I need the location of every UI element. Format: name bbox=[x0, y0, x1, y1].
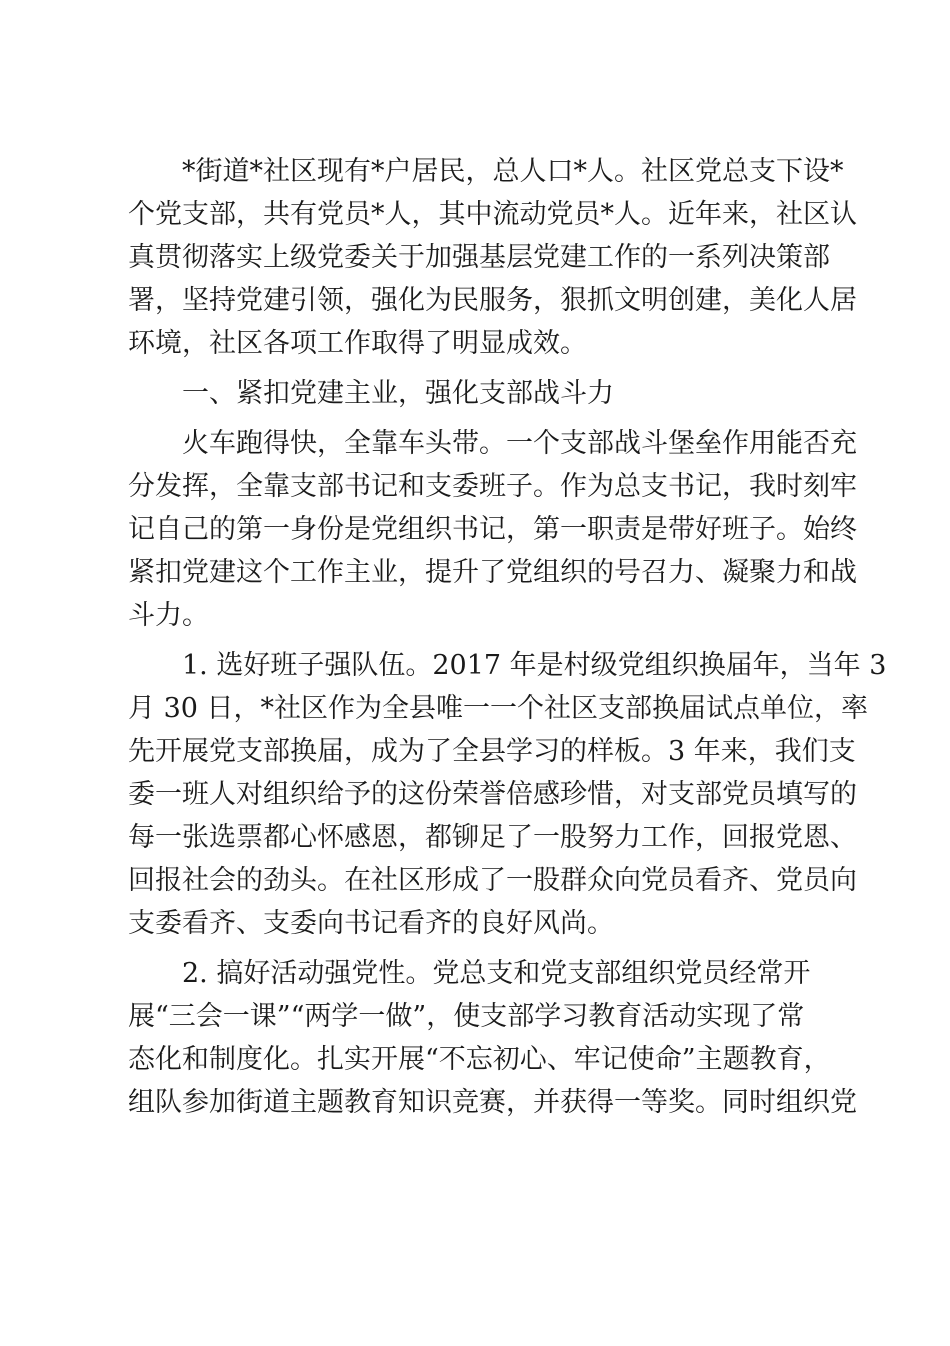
paragraph-line: 支委看齐、支委向书记看齐的良好风尚。 bbox=[128, 908, 614, 939]
paragraph-line: 委一班人对组织给予的这份荣誉倍感珍惜，对支部党员填写的 bbox=[128, 779, 857, 810]
paragraph-gap bbox=[128, 415, 822, 422]
paragraph-line: 每一张选票都心怀感恩，都铆足了一股努力工作，回报党恩、 bbox=[128, 822, 857, 853]
paragraph-line: 分发挥，全靠支部书记和支委班子。作为总支书记，我时刻牢 bbox=[128, 471, 857, 502]
paragraph-line: 2. 搞好活动强党性。党总支和党支部组织党员经常开 bbox=[182, 958, 811, 989]
paragraph-line: 真贯彻落实上级党委关于加强基层党建工作的一系列决策部 bbox=[128, 242, 830, 273]
paragraph-line: *街道*社区现有*户居民，总人口*人。社区党总支下设* bbox=[182, 156, 844, 187]
paragraph-line: 组队参加街道主题教育知识竞赛，并获得一等奖。同时组织党 bbox=[128, 1087, 857, 1118]
paragraph-line: 署，坚持党建引领，强化为民服务，狠抓文明创建，美化人居 bbox=[128, 285, 857, 316]
paragraph-gap bbox=[128, 365, 822, 372]
paragraph-line: 展“三会一课”“两学一做”，使支部学习教育活动实现了常 bbox=[128, 1001, 805, 1032]
paragraph-line: 火车跑得快，全靠车头带。一个支部战斗堡垒作用能否充 bbox=[182, 428, 857, 459]
paragraph-gap bbox=[128, 637, 822, 644]
document-body bbox=[128, 150, 887, 1124]
paragraph-line: 环境，社区各项工作取得了明显成效。 bbox=[128, 328, 587, 359]
paragraph-line: 先开展党支部换届，成为了全县学习的样板。3 年来，我们支 bbox=[128, 736, 856, 767]
paragraph-gap bbox=[128, 945, 822, 952]
section-heading: 一、紧扣党建主业，强化支部战斗力 bbox=[182, 378, 614, 409]
paragraph-line: 月 30 日，*社区作为全县唯一一个社区支部换届试点单位，率 bbox=[128, 693, 869, 724]
paragraph-line: 紧扣党建这个工作主业，提升了党组织的号召力、凝聚力和战 bbox=[128, 557, 857, 588]
paragraph-line: 态化和制度化。扎实开展“不忘初心、牢记使命”主题教育， bbox=[128, 1044, 831, 1075]
paragraph-line: 记自己的第一身份是党组织书记，第一职责是带好班子。始终 bbox=[128, 514, 857, 545]
paragraph-line: 斗力。 bbox=[128, 600, 209, 631]
paragraph-line: 个党支部，共有党员*人，其中流动党员*人。近年来，社区认 bbox=[128, 199, 857, 230]
paragraph-line: 1. 选好班子强队伍。2017 年是村级党组织换届年，当年 3 bbox=[182, 650, 887, 681]
paragraph-line: 回报社会的劲头。在社区形成了一股群众向党员看齐、党员向 bbox=[128, 865, 857, 896]
